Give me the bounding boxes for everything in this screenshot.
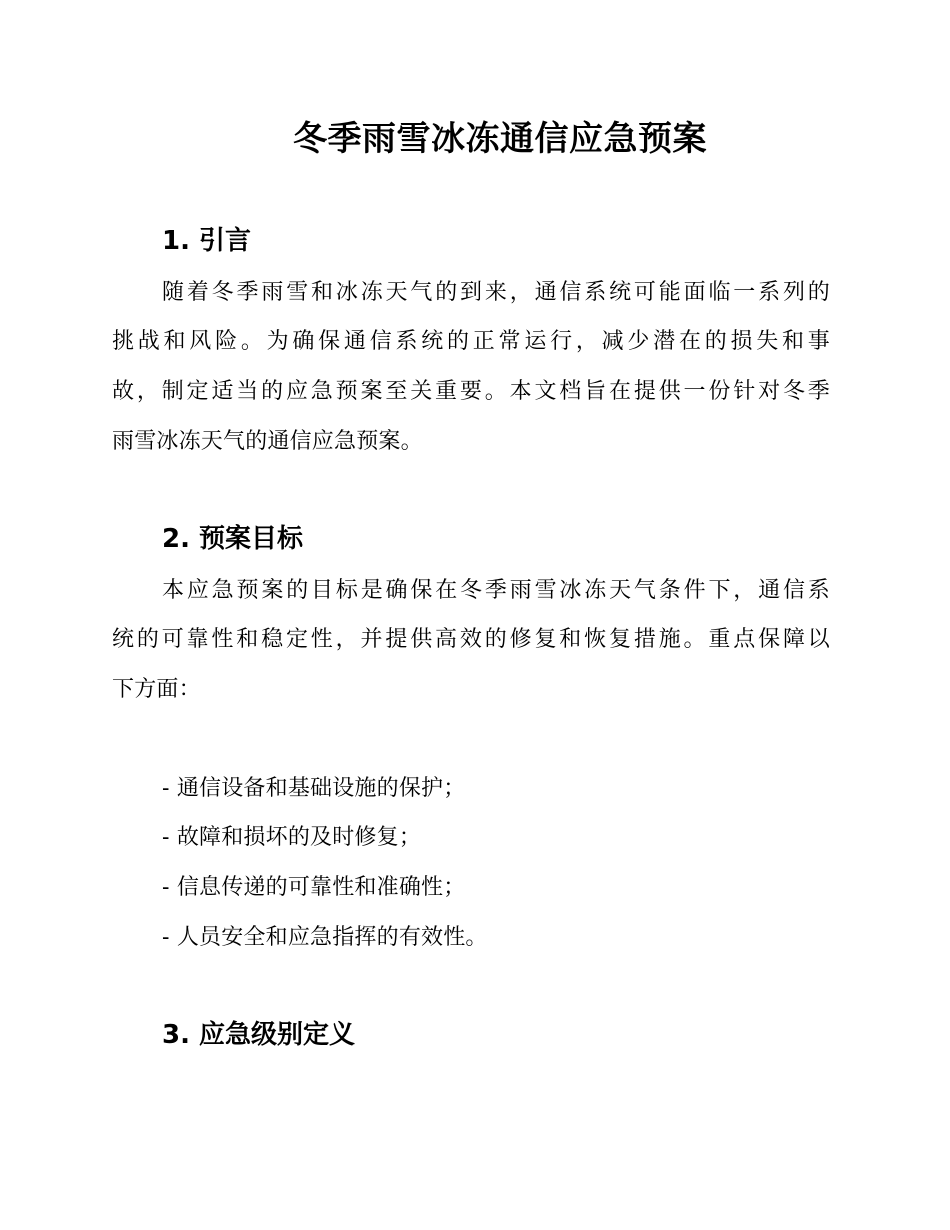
- paragraph-line: 本应急预案的目标是确保在冬季雨雪冰冻天气条件下，通信系: [162, 578, 830, 603]
- paragraph-line: 统的可靠性和稳定性，并提供高效的修复和恢复措施。重点保障以: [112, 627, 830, 652]
- paragraph-line: 随着冬季雨雪和冰冻天气的到来，通信系统可能面临一系列的: [162, 280, 830, 305]
- section-heading-emergency-levels: 3. 应急级别定义: [162, 1020, 356, 1050]
- paragraph-line: 雨雪冰冻天气的通信应急预案。: [112, 429, 423, 454]
- document-title: 冬季雨雪冰冻通信应急预案: [293, 119, 707, 159]
- section-heading-objectives: 2. 预案目标: [162, 524, 304, 554]
- section-heading-introduction: 1. 引言: [162, 226, 252, 256]
- list-item: - 通信设备和基础设施的保护；: [162, 776, 466, 801]
- list-item: - 人员安全和应急指挥的有效性。: [162, 925, 488, 950]
- paragraph-line: 故，制定适当的应急预案至关重要。本文档旨在提供一份针对冬季: [112, 379, 830, 404]
- paragraph-line: 挑战和风险。为确保通信系统的正常运行，减少潜在的损失和事: [112, 329, 830, 354]
- paragraph-line: 下方面：: [112, 677, 201, 702]
- list-item: - 信息传递的可靠性和准确性；: [162, 875, 466, 900]
- list-item: - 故障和损坏的及时修复；: [162, 825, 422, 850]
